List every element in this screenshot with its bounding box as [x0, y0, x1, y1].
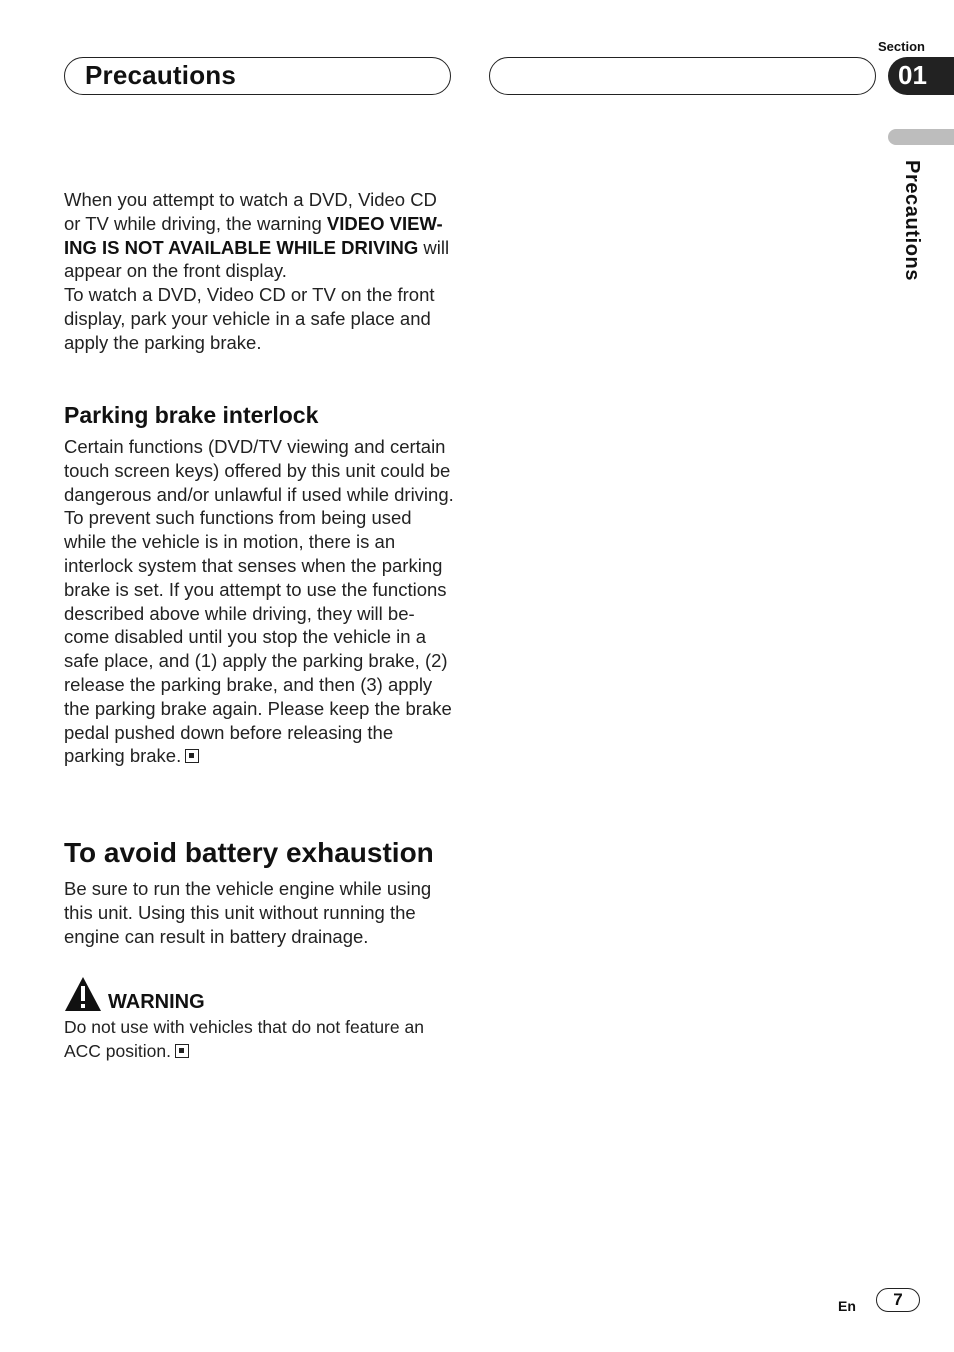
parking-body: Certain functions (DVD/TV viewing and certain touch screen keys) offered by this unit could be dangerous and/or unlawful if used while driving. To prevent such functions from being used while the vehicle is in motion, there is an interlock system that senses when the parking brake is set. If you attempt to use the functions described above while driving, they will be-come disabled until you stop the vehicle in a safe place, and (1) apply the parking brake, (2) release the parking brake, and then (3) apply the parking brake again. Please keep the brake pedal pushed down before releasing the parking brake. [64, 436, 454, 767]
parking-paragraph [64, 435, 456, 768]
end-mark-icon [175, 1044, 189, 1058]
warning-label: WARNING [108, 991, 205, 1013]
battery-heading: To avoid battery exhaustion [64, 837, 434, 868]
page-title: Precautions [85, 60, 237, 90]
section-number: 01 [898, 60, 927, 90]
section-label: Section [878, 39, 925, 54]
side-tab-bar [888, 129, 954, 145]
warning-triangle-icon [64, 975, 102, 1013]
header-title-pill [64, 57, 451, 95]
intro-warning-message: VIDEO VIEW-ING IS NOT AVAILABLE WHILE DRIVING [64, 212, 443, 258]
intro-text-2: will appear on the front display. [64, 236, 450, 282]
end-mark-icon [185, 749, 199, 763]
page-number: 7 [876, 1288, 920, 1312]
battery-paragraph: Be sure to run the vehicle engine while using this unit. Using this unit without running the engine can result in battery drainage. [64, 878, 432, 947]
warning-paragraph [64, 1016, 456, 1064]
side-tab-label: Precautions [901, 160, 923, 282]
intro-text-3: To watch a DVD, Video CD or TV on the front display, park your vehicle in a safe place and apply the parking brake. [64, 284, 435, 353]
intro-paragraph [64, 188, 456, 355]
intro-text-1: When you attempt to watch a DVD, Video CD or TV while driving, the warning [64, 189, 437, 234]
warning-row [64, 975, 456, 1015]
section-tab [888, 57, 954, 95]
warning-body: Do not use with vehicles that do not feature an ACC position. [64, 1017, 424, 1061]
footer-language: En [838, 1298, 856, 1314]
header-blank-pill [489, 57, 876, 95]
parking-heading: Parking brake interlock [64, 402, 319, 428]
